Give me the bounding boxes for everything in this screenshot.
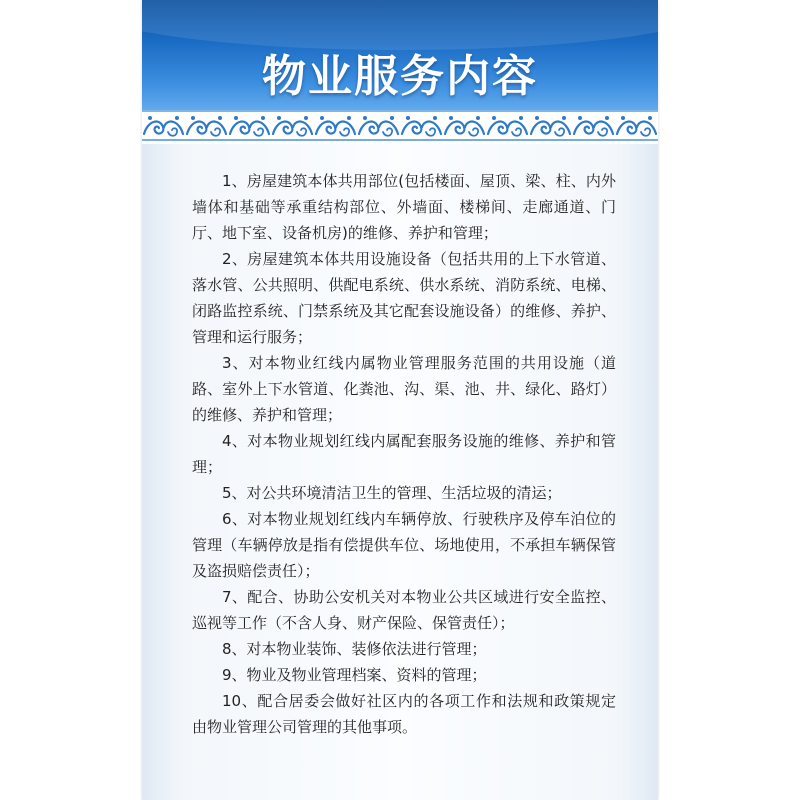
service-item-5: 5、对公共环境清洁卫生的管理、生活垃圾的清运；	[222, 484, 562, 502]
service-item-10: 10、配合居委会做好社区内的各项工作和法规和政策规定由物业管理公司管理的其他事项。	[192, 692, 616, 736]
service-item-6: 6、对本物业规划红线内车辆停放、行驶秩序及停车泊位的管理（车辆停放是指有偿提供车位、场地使用，不承担车辆保管及盗损赔偿责任）；	[192, 510, 616, 580]
service-item-8: 8、对本物业装饰、装修依法进行管理；	[222, 640, 487, 658]
title-banner	[142, 0, 658, 120]
service-item-1: 1、房屋建筑本体共用部位(包括楼面、屋顶、梁、柱、内外墙体和基础等承重结构部位、外墙面、楼梯间、走廊通道、门厅、地下室、设备机房)的维修、养护和管理；	[192, 172, 616, 242]
service-item-9: 9、物业及物业管理档案、资料的管理；	[222, 666, 487, 684]
service-item-2: 2、房屋建筑本体共用设施设备（包括共用的上下水管道、落水管、公共照明、供配电系统、供水系统、消防系统、电梯、闭路监控系统、门禁系统及其它配套设施设备）的维修、养护、管理和运行服务；	[192, 250, 616, 346]
service-content-poster	[142, 0, 658, 800]
poster-title: 物业服务内容	[262, 51, 538, 102]
decorative-pattern-band	[142, 110, 658, 144]
service-item-4: 4、对本物业规划红线内属配套服务设施的维修、养护和管理；	[192, 432, 616, 476]
service-item-3: 3、对本物业红线内属物业管理服务范围的共用设施（道路、室外上下水管道、化粪池、沟、渠、池、井、绿化、路灯）的维修、养护和管理；	[192, 354, 616, 424]
service-item-7: 7、配合、协助公安机关对本物业公共区域进行安全监控、巡视等工作（不含人身、财产保险、保管责任）；	[192, 588, 616, 632]
service-items-list	[192, 168, 616, 740]
